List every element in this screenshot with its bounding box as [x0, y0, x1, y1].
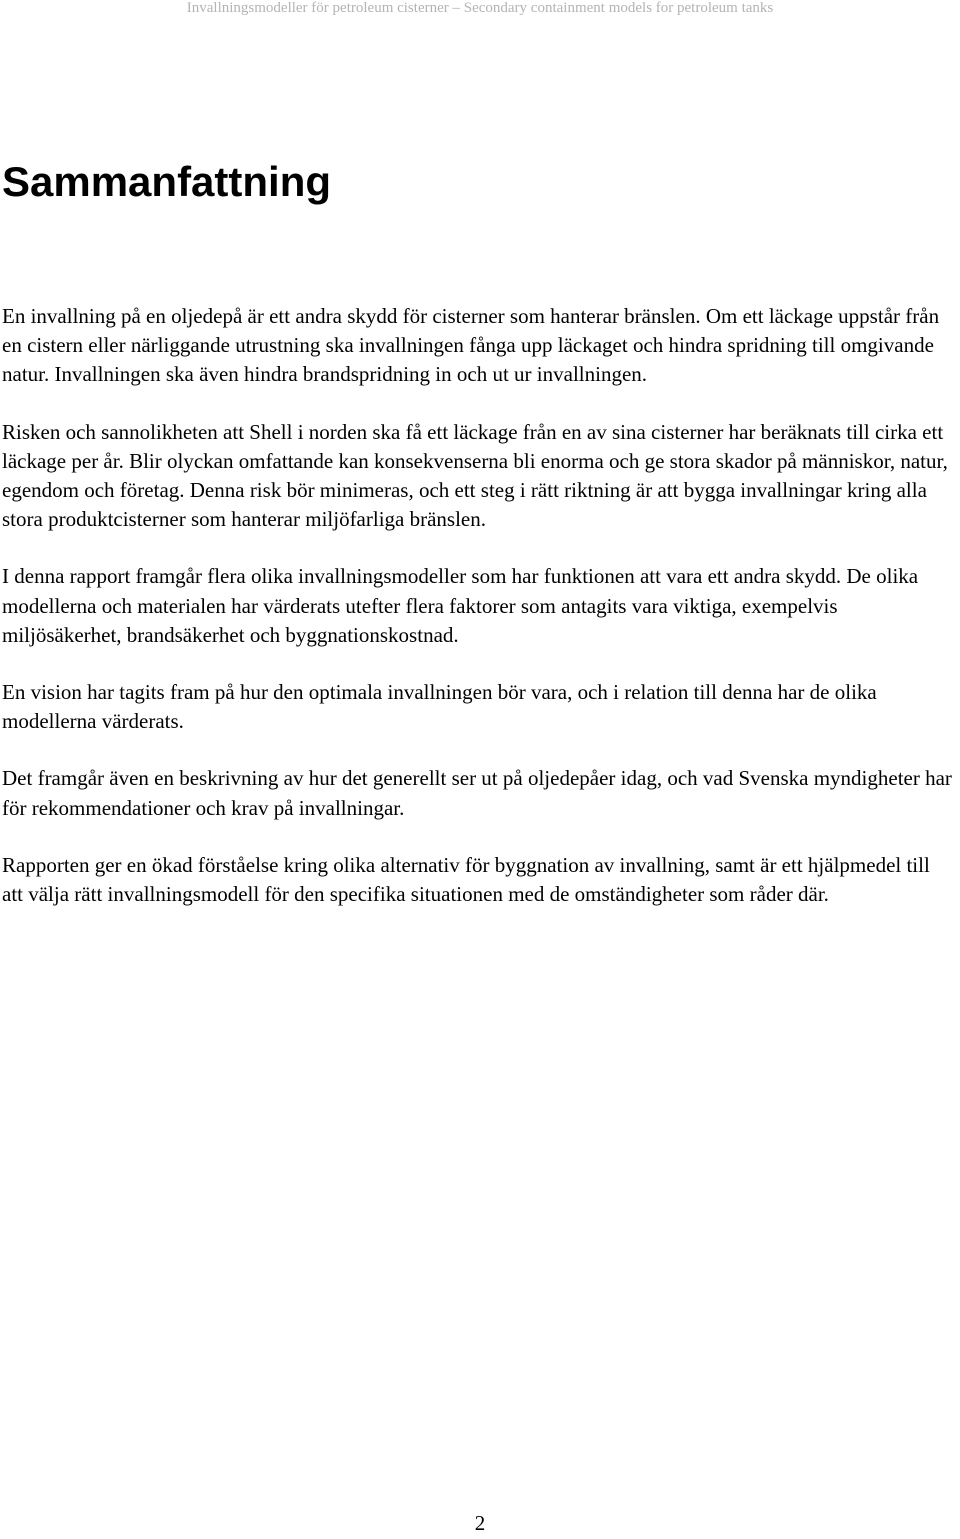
page-number: 2 [474, 1511, 486, 1535]
paragraph: Risken och sannolikheten att Shell i norden ska få ett läckage från en av sina cisterner har beräknats till cirka ett läckage per år. Blir olyckan omfattande kan konsekvenserna bli enorma och ge stora skador på människor, natur, egendom och företag. Denna risk bör minimeras, och ett steg i rätt riktning är att bygga invallningar kring alla stora produktcisterner som hanterar miljöfarliga bränslen. [2, 419, 948, 532]
paragraph: Det framgår även en beskrivning av hur det generellt ser ut på oljedepåer idag, och vad Svenska myndigheter har för rekommendationer och krav på invallningar. [2, 766, 952, 820]
body-text [2, 302, 954, 937]
paragraph: En vision har tagits fram på hur den optimala invallningen bör vara, och i relation till denna har de olika modellerna värderats. [2, 680, 877, 734]
page-title: Sammanfattning [2, 158, 332, 205]
paragraph: En invallning på en oljedepå är ett andra skydd för cisterner som hanterar bränslen. Om ett läckage uppstår från en cistern eller närliggande utrustning ska invallningen fånga upp läckaget och hindra spridning till omgivande natur. Invallningen ska även hindra brandspridning in och ut ur invallningen. [2, 304, 940, 387]
paragraph: I denna rapport framgår flera olika invallningsmodeller som har funktionen att vara ett andra skydd. De olika modellerna och materialen har värderats utefter flera faktorer som antagits vara viktiga, exempelvis miljösäkerhet, brandsäkerhet och byggnationskostnad. [2, 564, 919, 647]
paragraph: Rapporten ger en ökad förståelse kring olika alternativ för byggnation av invallning, samt är ett hjälpmedel till att välja rätt invallningsmodell för den specifika situationen med de omständigheter som råder där. [2, 852, 930, 907]
running-header: Invallningsmodeller för petroleum cisterner – Secondary containment models for petroleum tanks [186, 0, 774, 16]
